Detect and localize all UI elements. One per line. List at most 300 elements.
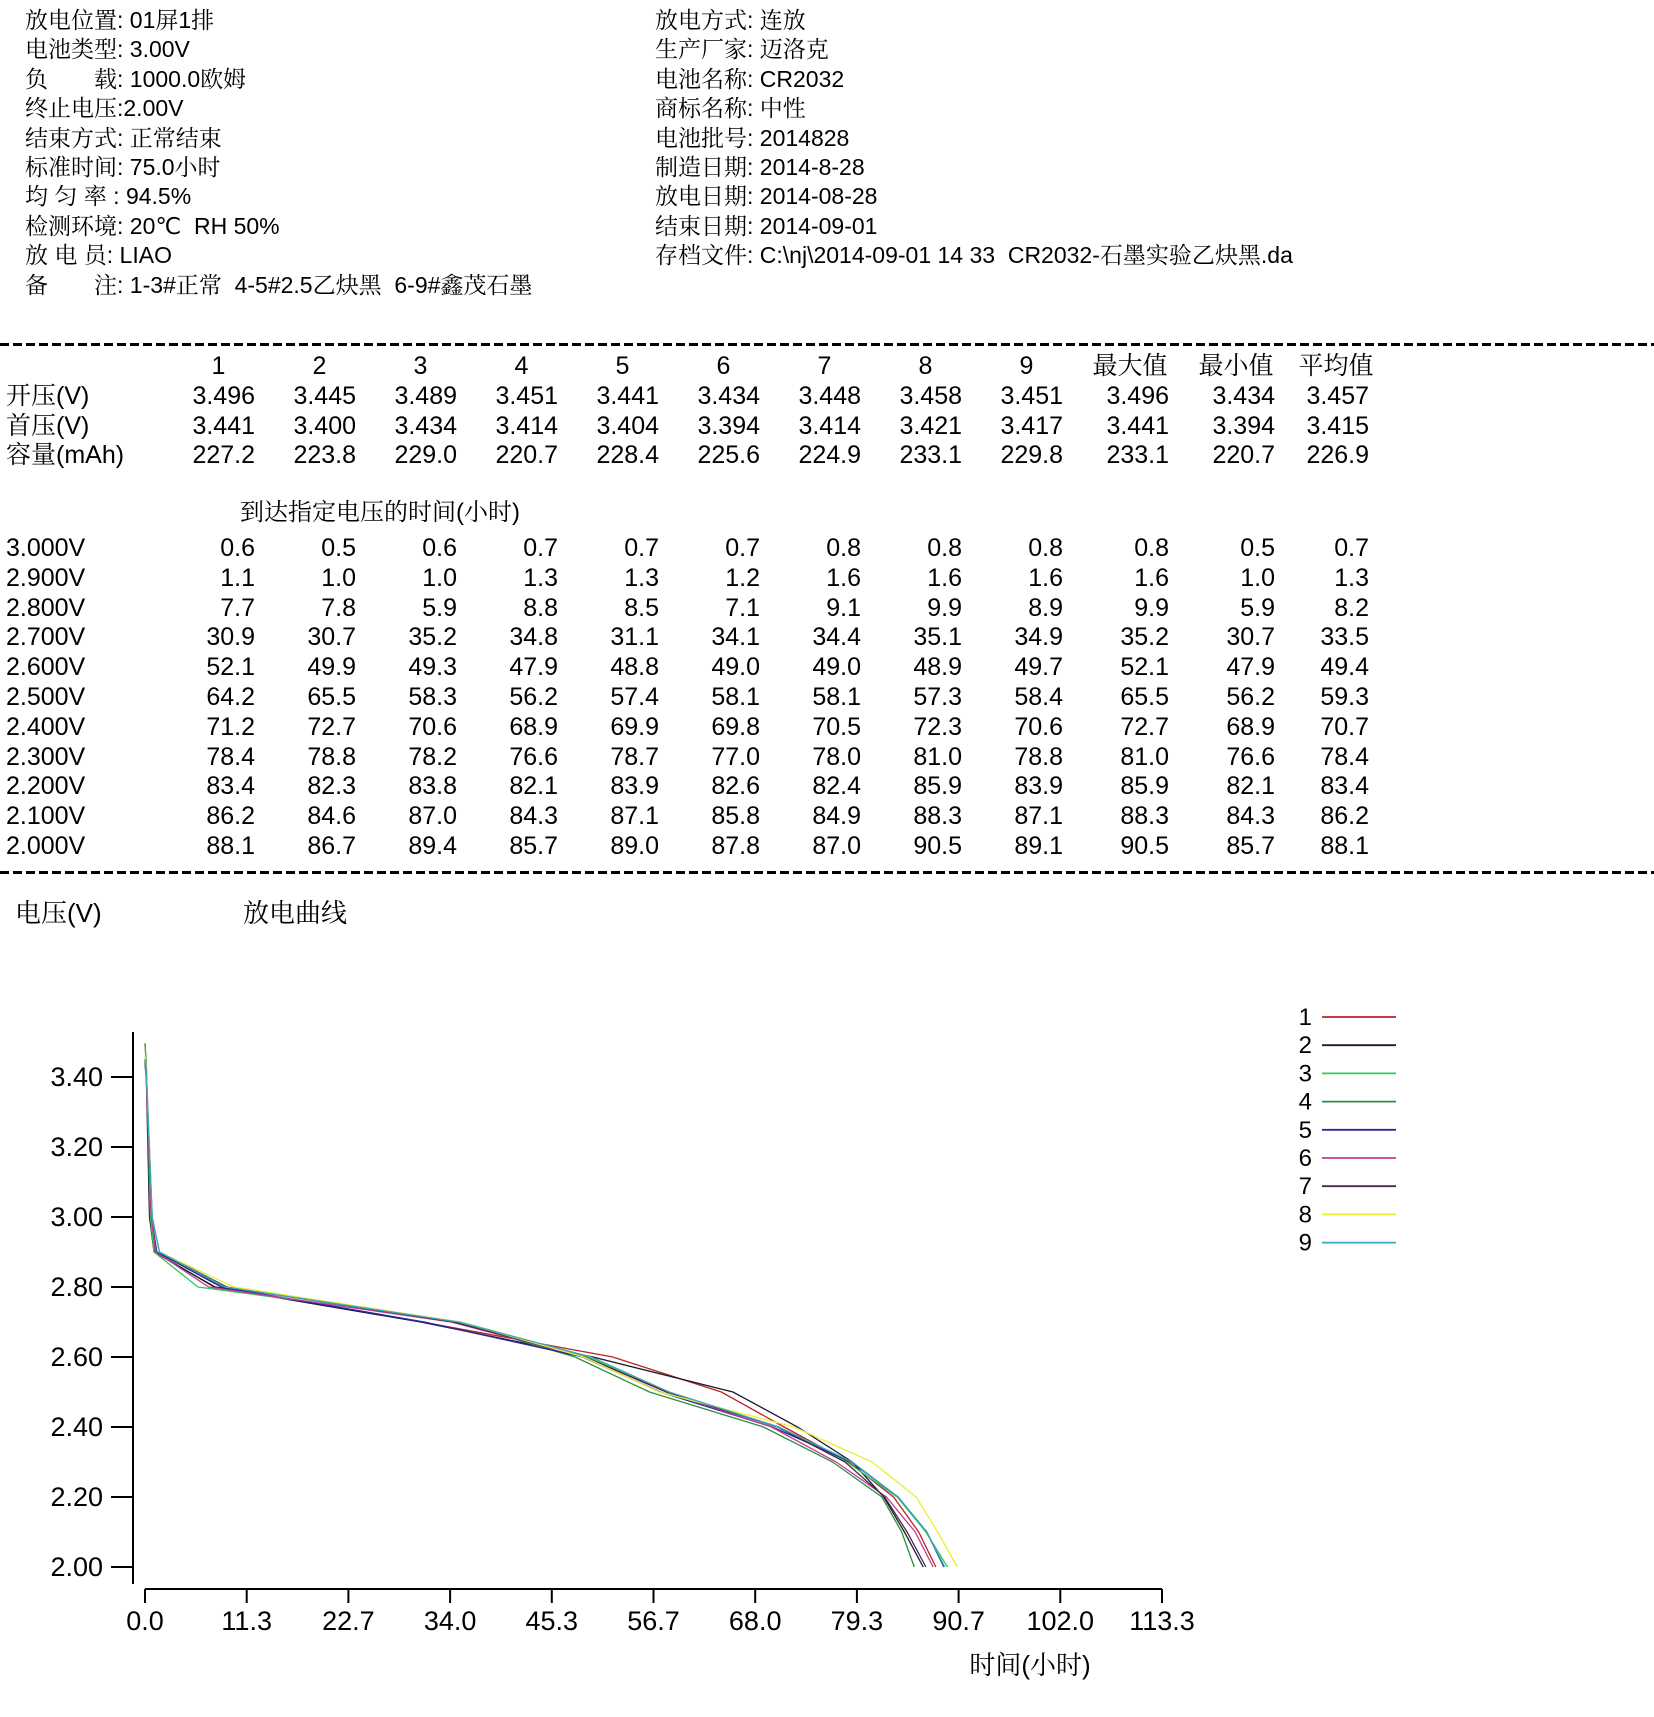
- meta-line-value: CR2032: [753, 65, 845, 92]
- value-cell: 49.0: [812, 653, 861, 682]
- meta-line: [25, 65, 532, 94]
- value-cell: 225.6: [697, 441, 760, 470]
- remark-line-label: 备 注:: [25, 271, 124, 298]
- value-cell: 34.4: [812, 623, 861, 652]
- value-cell: 59.3: [1320, 682, 1369, 711]
- meta-line: [25, 6, 532, 35]
- col-header: 3: [413, 352, 428, 380]
- series-6-curve: [145, 1065, 933, 1567]
- value-cell: 226.9: [1306, 441, 1369, 470]
- y-tick-label: 3.40: [50, 1062, 103, 1092]
- value-cell: 87.8: [711, 831, 760, 860]
- meta-line-label: 检测环境:: [25, 212, 124, 239]
- value-cell: 78.2: [408, 742, 457, 771]
- value-cell: 65.5: [307, 682, 356, 711]
- x-tick-label: 90.7: [932, 1606, 985, 1636]
- value-cell: 34.1: [711, 623, 760, 652]
- value-cell: 78.4: [206, 742, 255, 771]
- value-cell: 224.9: [798, 441, 861, 470]
- value-cell: 65.5: [1120, 682, 1169, 711]
- x-tick-label: 56.7: [627, 1606, 680, 1636]
- value-cell: 0.7: [624, 534, 659, 562]
- value-cell: 233.1: [899, 441, 962, 470]
- value-cell: 83.8: [408, 772, 457, 801]
- value-cell: 69.9: [610, 712, 659, 741]
- value-cell: 81.0: [1120, 742, 1169, 771]
- value-cell: 3.441: [192, 411, 255, 440]
- value-cell: 35.2: [408, 623, 457, 652]
- value-cell: 229.8: [1000, 441, 1063, 470]
- meta-line: [655, 6, 1293, 35]
- value-cell: 9.9: [927, 593, 962, 622]
- row-label: 容量(mAh): [6, 441, 125, 470]
- value-cell: 87.1: [1014, 802, 1063, 831]
- value-cell: 0.6: [422, 534, 457, 562]
- value-cell: 30.7: [1226, 623, 1275, 652]
- value-cell: 3.441: [1106, 411, 1169, 440]
- meta-line-label: 终止电压:: [25, 95, 124, 122]
- value-cell: 1.3: [523, 563, 558, 592]
- value-cell: 228.4: [596, 441, 659, 470]
- value-cell: 70.6: [408, 712, 457, 741]
- value-cell: 52.1: [206, 653, 255, 682]
- series-9-curve: [145, 1059, 945, 1567]
- value-cell: 3.434: [1212, 381, 1275, 410]
- value-cell: 69.8: [711, 712, 760, 741]
- value-cell: 78.8: [1014, 742, 1063, 771]
- value-cell: 77.0: [711, 742, 760, 771]
- value-cell: 34.9: [1014, 623, 1063, 652]
- value-cell: 89.4: [408, 831, 457, 860]
- row-label: 首压(V): [6, 411, 90, 440]
- value-cell: 49.9: [307, 653, 356, 682]
- value-cell: 78.4: [1320, 742, 1369, 771]
- meta-line-label: 放 电 员:: [25, 242, 114, 269]
- legend-label-6: 6: [1298, 1145, 1312, 1172]
- x-tick-label: 11.3: [221, 1606, 272, 1636]
- chart-x-axis-label: 时间(小时): [969, 1650, 1091, 1680]
- value-cell: 0.8: [826, 534, 861, 562]
- meta-line-value: 2.00V: [123, 95, 184, 122]
- value-cell: 31.1: [610, 623, 659, 652]
- value-cell: 86.2: [1320, 802, 1369, 831]
- series-3-curve: [145, 1046, 948, 1567]
- value-cell: 83.9: [1014, 772, 1063, 801]
- meta-line-label: 制造日期:: [655, 154, 754, 181]
- value-cell: 5.9: [1240, 593, 1275, 622]
- value-cell: 87.0: [812, 831, 861, 860]
- value-cell: 64.2: [206, 682, 255, 711]
- value-cell: 57.4: [610, 682, 659, 711]
- value-cell: 78.7: [610, 742, 659, 771]
- value-cell: 68.9: [509, 712, 558, 741]
- x-tick-label: 102.0: [1026, 1606, 1095, 1636]
- value-cell: 8.5: [624, 593, 659, 622]
- x-tick-label: 79.3: [830, 1606, 884, 1636]
- legend-label-2: 2: [1298, 1032, 1312, 1060]
- meta-line-label: 商标名称:: [655, 95, 754, 122]
- row-label: 2.900V: [6, 563, 86, 592]
- meta-line: [25, 241, 532, 270]
- value-cell: 233.1: [1106, 441, 1169, 470]
- value-cell: 85.9: [1120, 772, 1169, 801]
- value-cell: 3.414: [495, 411, 558, 440]
- meta-line-label: 结束方式:: [25, 124, 124, 151]
- meta-line-value: C:\nj\2014-09-01 14 33 CR2032-石墨实验乙炔黑.da: [753, 242, 1293, 269]
- legend-label-5: 5: [1298, 1116, 1312, 1144]
- meta-line-value: 2014828: [753, 124, 850, 151]
- value-cell: 56.2: [1226, 682, 1275, 711]
- value-cell: 58.1: [812, 682, 861, 711]
- legend-label-9: 9: [1298, 1229, 1312, 1257]
- value-cell: 89.1: [1014, 831, 1063, 860]
- row-label: 2.800V: [6, 593, 86, 622]
- value-cell: 3.496: [192, 381, 255, 410]
- value-cell: 70.6: [1014, 712, 1063, 741]
- row-label: 2.000V: [6, 831, 86, 860]
- value-cell: 82.6: [711, 772, 760, 801]
- value-cell: 78.8: [307, 742, 356, 771]
- series-7-curve: [145, 1060, 926, 1567]
- value-cell: 83.4: [206, 772, 255, 801]
- row-label: 2.400V: [6, 712, 86, 741]
- value-cell: 1.6: [1134, 563, 1169, 592]
- x-tick-label: 22.7: [322, 1606, 375, 1636]
- col-header: 最小值: [1198, 352, 1274, 380]
- legend-label-3: 3: [1298, 1060, 1312, 1088]
- y-tick-label: 2.00: [50, 1552, 103, 1582]
- value-cell: 87.1: [610, 802, 659, 831]
- value-cell: 0.7: [725, 534, 760, 562]
- value-cell: 86.2: [206, 802, 255, 831]
- value-cell: 49.4: [1320, 653, 1369, 682]
- value-cell: 88.1: [1320, 831, 1369, 860]
- value-cell: 84.3: [1226, 802, 1275, 831]
- value-cell: 3.394: [697, 411, 760, 440]
- row-label: 3.000V: [6, 534, 86, 562]
- x-tick-label: 0.0: [126, 1606, 164, 1636]
- meta-line-value: LIAO: [113, 242, 172, 269]
- meta-line: [655, 35, 1293, 64]
- value-cell: 30.9: [206, 623, 255, 652]
- value-cell: 52.1: [1120, 653, 1169, 682]
- col-header: 6: [716, 352, 731, 380]
- value-cell: 1.3: [1334, 563, 1369, 592]
- meta-line-value: 2014-8-28: [753, 154, 865, 181]
- value-cell: 84.9: [812, 802, 861, 831]
- value-cell: 57.3: [913, 682, 962, 711]
- col-header: 2: [312, 352, 327, 380]
- meta-line-value: 01屏1排: [123, 7, 215, 33]
- value-cell: 76.6: [509, 742, 558, 771]
- value-cell: 220.7: [495, 441, 558, 470]
- value-cell: 72.7: [307, 712, 356, 741]
- col-header: 最大值: [1092, 352, 1168, 380]
- value-cell: 82.4: [812, 772, 861, 801]
- value-cell: 3.414: [798, 411, 861, 440]
- meta-line-label: 放电方式:: [655, 7, 754, 33]
- row-label: 2.700V: [6, 623, 86, 652]
- value-cell: 86.7: [307, 831, 356, 860]
- value-cell: 78.0: [812, 742, 861, 771]
- value-cell: 3.394: [1212, 411, 1275, 440]
- col-header: 9: [1019, 352, 1034, 380]
- value-cell: 82.1: [509, 772, 558, 801]
- meta-line: [25, 182, 532, 211]
- col-header: 1: [211, 352, 226, 380]
- value-cell: 81.0: [913, 742, 962, 771]
- value-cell: 48.9: [913, 653, 962, 682]
- legend-label-8: 8: [1298, 1201, 1312, 1229]
- value-cell: 0.5: [321, 534, 356, 562]
- value-cell: 0.8: [1134, 534, 1169, 562]
- value-cell: 58.4: [1014, 682, 1063, 711]
- y-tick-label: 3.00: [50, 1202, 103, 1232]
- series-2-curve: [145, 1061, 923, 1567]
- value-cell: 0.8: [927, 534, 962, 562]
- value-cell: 1.1: [220, 563, 255, 592]
- value-cell: 88.3: [913, 802, 962, 831]
- meta-line-label: 电池批号:: [655, 124, 754, 151]
- value-cell: 34.8: [509, 623, 558, 652]
- series-8-curve: [145, 1057, 957, 1567]
- summary-table: [0, 352, 1383, 471]
- value-cell: 8.9: [1028, 593, 1063, 622]
- value-cell: 7.7: [220, 593, 255, 622]
- meta-line-value: 2014-08-28: [753, 183, 878, 210]
- value-cell: 1.2: [725, 563, 760, 592]
- meta-line-label: 均 匀 率 :: [25, 183, 120, 210]
- meta-line: [25, 35, 532, 64]
- value-cell: 1.6: [826, 563, 861, 592]
- meta-line-value: 迈洛克: [753, 36, 829, 63]
- y-tick-label: 2.80: [50, 1272, 103, 1302]
- value-cell: 85.7: [1226, 831, 1275, 860]
- meta-line-label: 放电日期:: [655, 183, 754, 210]
- x-tick-label: 113.3: [1129, 1606, 1195, 1636]
- series-4-curve: [145, 1059, 914, 1567]
- meta-line-value: 2014-09-01: [753, 212, 878, 239]
- time-table-title: 到达指定电压的时间(小时): [240, 499, 520, 526]
- meta-line-label: 标准时间:: [25, 154, 124, 181]
- meta-line: [25, 212, 532, 241]
- remark-line: [25, 271, 532, 300]
- discharge-curve-chart: [0, 882, 1654, 1717]
- value-cell: 7.1: [725, 593, 760, 622]
- y-tick-label: 3.20: [50, 1132, 103, 1162]
- row-label: 开压(V): [6, 381, 90, 410]
- value-cell: 3.451: [495, 381, 558, 410]
- series-1-curve: [145, 1043, 936, 1567]
- value-cell: 33.5: [1320, 623, 1369, 652]
- value-cell: 83.9: [610, 772, 659, 801]
- value-cell: 229.0: [394, 441, 457, 470]
- value-cell: 1.6: [927, 563, 962, 592]
- value-cell: 58.3: [408, 682, 457, 711]
- meta-line-label: 放电位置:: [25, 7, 124, 33]
- value-cell: 3.457: [1306, 381, 1369, 410]
- value-cell: 0.7: [1334, 534, 1369, 562]
- row-label: 2.100V: [6, 802, 86, 831]
- value-cell: 90.5: [1120, 831, 1169, 860]
- x-tick-label: 34.0: [423, 1606, 477, 1636]
- value-cell: 3.489: [394, 381, 457, 410]
- value-cell: 49.3: [408, 653, 457, 682]
- value-cell: 72.3: [913, 712, 962, 741]
- value-cell: 49.7: [1014, 653, 1063, 682]
- value-cell: 70.5: [812, 712, 861, 741]
- meta-line: [25, 153, 532, 182]
- value-cell: 83.4: [1320, 772, 1369, 801]
- value-cell: 87.0: [408, 802, 457, 831]
- value-cell: 89.0: [610, 831, 659, 860]
- row-label: 2.200V: [6, 772, 86, 801]
- col-header: 8: [918, 352, 933, 380]
- meta-line-value: 75.0小时: [123, 154, 221, 181]
- meta-line-value: 1000.0欧姆: [123, 65, 247, 92]
- separator-dashed-line-top: [0, 343, 1654, 346]
- meta-line: [25, 124, 532, 153]
- value-cell: 223.8: [293, 441, 356, 470]
- legend-label-7: 7: [1298, 1173, 1312, 1201]
- value-cell: 1.3: [624, 563, 659, 592]
- row-label: 2.600V: [6, 653, 86, 682]
- value-cell: 3.415: [1306, 411, 1369, 440]
- meta-line-label: 负 载:: [25, 65, 124, 92]
- value-cell: 0.8: [1028, 534, 1063, 562]
- value-cell: 7.8: [321, 593, 356, 622]
- value-cell: 1.0: [321, 563, 356, 592]
- chart-title: 放电曲线: [243, 898, 348, 928]
- col-header: 5: [615, 352, 630, 380]
- x-tick-label: 45.3: [525, 1606, 579, 1636]
- meta-line-label: 结束日期:: [655, 212, 754, 239]
- chart-y-axis-label: 电压(V): [15, 898, 102, 928]
- meta-line: [655, 94, 1293, 123]
- value-cell: 3.434: [697, 381, 760, 410]
- row-label: 2.300V: [6, 742, 86, 771]
- legend-label-1: 1: [1298, 1004, 1312, 1031]
- meta-line-value: 连放: [753, 7, 806, 33]
- value-cell: 35.1: [913, 623, 962, 652]
- meta-line: [655, 65, 1293, 94]
- meta-right-column: [655, 6, 1293, 271]
- value-cell: 3.421: [899, 411, 962, 440]
- value-cell: 3.451: [1000, 381, 1063, 410]
- meta-line: [655, 153, 1293, 182]
- value-cell: 49.0: [711, 653, 760, 682]
- value-cell: 56.2: [509, 682, 558, 711]
- meta-line-value: 20℃ RH 50%: [123, 212, 280, 239]
- meta-line-value: 正常结束: [123, 124, 222, 151]
- value-cell: 5.9: [422, 593, 457, 622]
- value-cell: 3.434: [394, 411, 457, 440]
- meta-line: [25, 94, 532, 123]
- value-cell: 70.7: [1320, 712, 1369, 741]
- value-cell: 3.448: [798, 381, 861, 410]
- meta-line-label: 存档文件:: [655, 242, 754, 269]
- value-cell: 0.5: [1240, 534, 1275, 562]
- value-cell: 85.8: [711, 802, 760, 831]
- value-cell: 82.3: [307, 772, 356, 801]
- value-cell: 82.1: [1226, 772, 1275, 801]
- value-cell: 47.9: [509, 653, 558, 682]
- series-5-curve: [145, 1063, 944, 1567]
- time-to-voltage-table: [0, 534, 1383, 862]
- value-cell: 76.6: [1226, 742, 1275, 771]
- y-tick-label: 2.40: [50, 1412, 103, 1442]
- value-cell: 71.2: [206, 712, 255, 741]
- value-cell: 48.8: [610, 653, 659, 682]
- row-label: 2.500V: [6, 682, 86, 711]
- value-cell: 1.0: [422, 563, 457, 592]
- value-cell: 84.6: [307, 802, 356, 831]
- meta-line-value: 3.00V: [123, 36, 190, 63]
- value-cell: 3.445: [293, 381, 356, 410]
- meta-line-value: 94.5%: [119, 183, 192, 210]
- value-cell: 3.441: [596, 381, 659, 410]
- col-header: 平均值: [1298, 352, 1374, 380]
- meta-line: [655, 124, 1293, 153]
- value-cell: 1.6: [1028, 563, 1063, 592]
- value-cell: 0.7: [523, 534, 558, 562]
- value-cell: 3.417: [1000, 411, 1063, 440]
- col-header: 4: [514, 352, 529, 380]
- col-header-spacer: [0, 352, 168, 382]
- value-cell: 90.5: [913, 831, 962, 860]
- remark-line-value: 1-3#正常 4-5#2.5乙炔黑 6-9#鑫茂石墨: [123, 271, 533, 298]
- value-cell: 85.9: [913, 772, 962, 801]
- y-tick-label: 2.60: [50, 1342, 103, 1372]
- value-cell: 8.8: [523, 593, 558, 622]
- value-cell: 227.2: [192, 441, 255, 470]
- value-cell: 3.404: [596, 411, 659, 440]
- value-cell: 3.400: [293, 411, 356, 440]
- x-tick-label: 68.0: [728, 1606, 782, 1636]
- value-cell: 35.2: [1120, 623, 1169, 652]
- meta-line: [655, 241, 1293, 270]
- meta-line-label: 电池名称:: [655, 65, 754, 92]
- value-cell: 9.1: [826, 593, 861, 622]
- value-cell: 1.0: [1240, 563, 1275, 592]
- value-cell: 85.7: [509, 831, 558, 860]
- col-header: 7: [817, 352, 832, 380]
- value-cell: 220.7: [1212, 441, 1275, 470]
- value-cell: 84.3: [509, 802, 558, 831]
- meta-left-column: [25, 6, 532, 300]
- value-cell: 3.458: [899, 381, 962, 410]
- separator-dashed-line-bottom: [0, 871, 1654, 874]
- value-cell: 72.7: [1120, 712, 1169, 741]
- value-cell: 30.7: [307, 623, 356, 652]
- value-cell: 8.2: [1334, 593, 1369, 622]
- y-tick-label: 2.20: [50, 1482, 103, 1512]
- meta-line-label: 电池类型:: [25, 36, 124, 63]
- value-cell: 88.3: [1120, 802, 1169, 831]
- meta-line: [655, 182, 1293, 211]
- value-cell: 9.9: [1134, 593, 1169, 622]
- meta-line-value: 中性: [753, 95, 806, 122]
- meta-line: [655, 212, 1293, 241]
- value-cell: 0.6: [220, 534, 255, 562]
- legend-label-4: 4: [1298, 1088, 1312, 1116]
- value-cell: 47.9: [1226, 653, 1275, 682]
- value-cell: 3.496: [1106, 381, 1169, 410]
- value-cell: 58.1: [711, 682, 760, 711]
- value-cell: 88.1: [206, 831, 255, 860]
- meta-line-label: 生产厂家:: [655, 36, 754, 63]
- value-cell: 68.9: [1226, 712, 1275, 741]
